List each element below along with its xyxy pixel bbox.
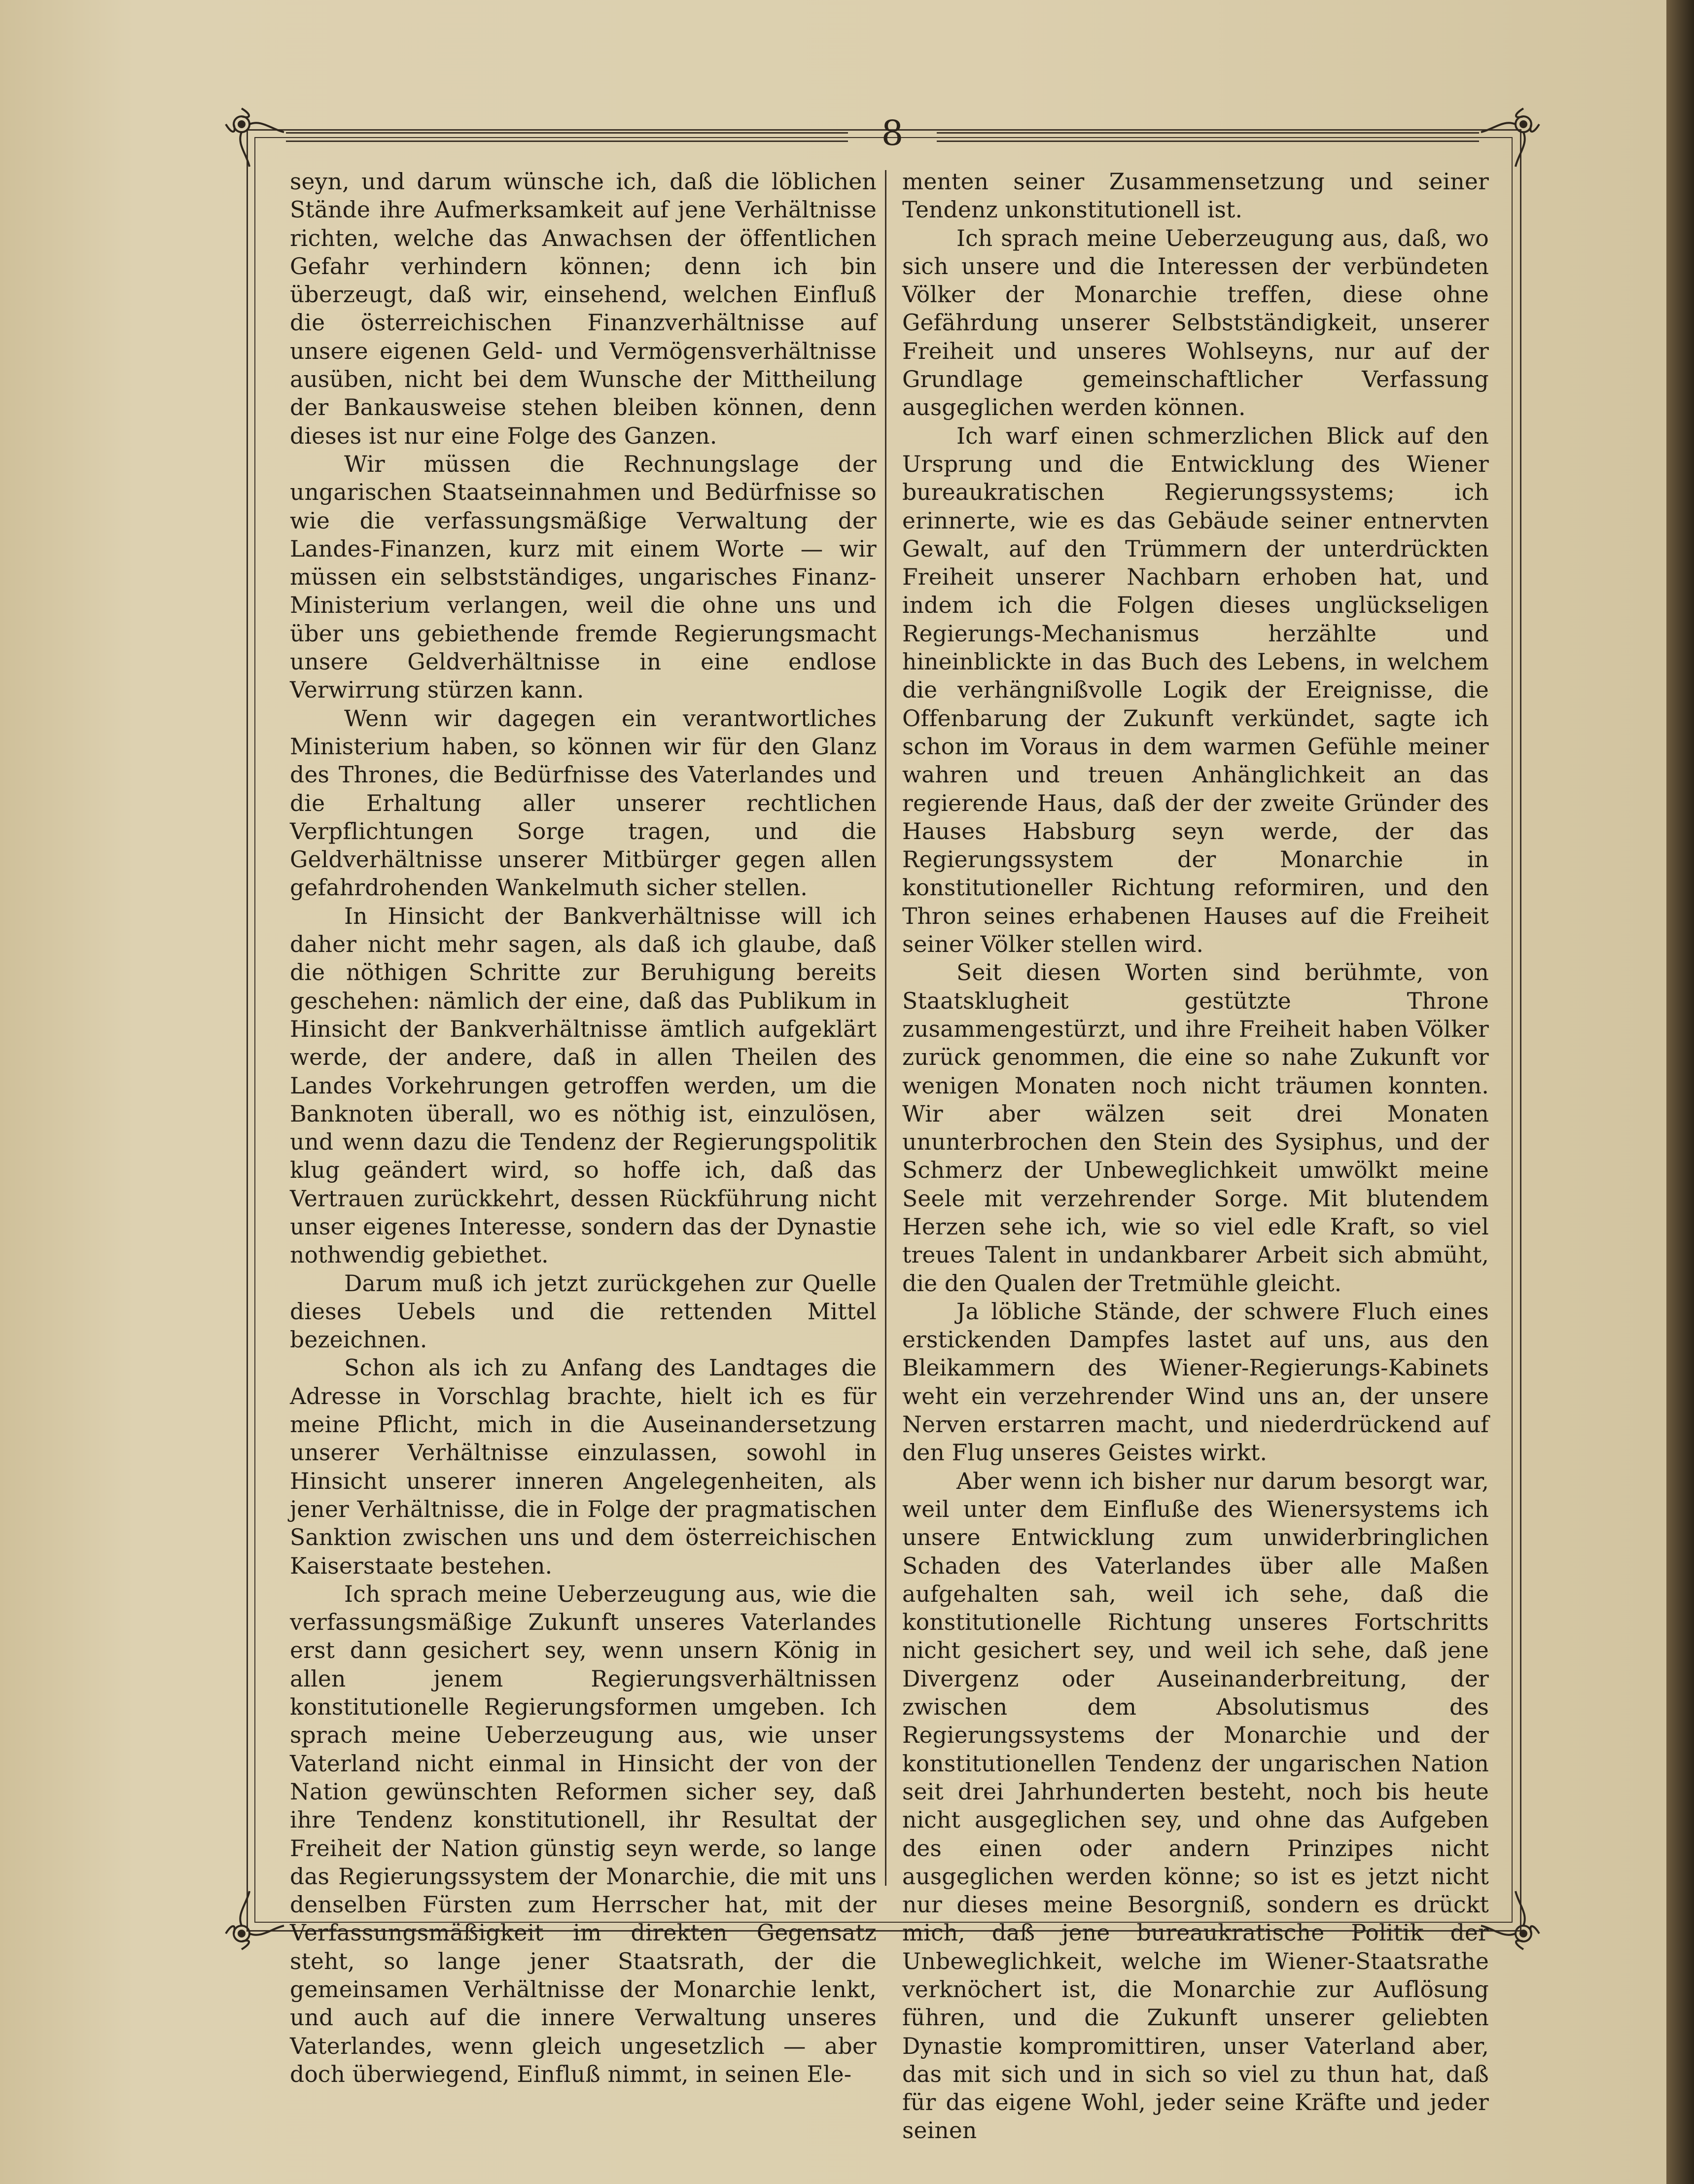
- paragraph: Seit diesen Worten sind berühmte, von Staatsklugheit gestützte Throne zusammengestürzt, und ihre Freiheit haben Völker zurück genommen, die eine so nahe Zukunft vor wenigen Monaten noch nicht träumen konnten. Wir aber wälzen seit drei Monaten ununterbrochen den Stein des Sysiphus, und der Schmerz der Unbeweglichkeit umwölkt meine Seele mit verzehrender Sorge. Mit blutendem Herzen sehe ich, wie so viel edle Kraft, so viel treues Talent in undankbarer Arbeit sich abmüht, die den Qualen der Tretmühle gleicht.: [902, 959, 1489, 1297]
- paragraph: Aber wenn ich bisher nur darum besorgt war, weil unter dem Einfluße des Wienersystems ich unsere Entwicklung zum unwiderbringlichen Schaden des Vaterlandes über alle Maßen aufgehalten sah, weil ich sehe, daß die konstitutionelle Richtung unseres Fortschritts nicht gesichert sey, und weil ich sehe, daß jene Divergenz oder Auseinanderbreitung, der zwischen dem Absolutismus des Regierungssystems der Monarchie und der konstitutionellen Tendenz der ungarischen Nation seit drei Jahrhunderten besteht, noch bis heute nicht ausgeglichen sey, und ohne das Aufgeben des einen oder andern Prinzipes nicht ausgeglichen werden könne; so ist es jetzt nicht nur dieses meine Besorgniß, sondern es drückt mich, daß jene bureaukratische Politik der Unbeweglichkeit, welche im Wiener-Staatsrathe verknöchert ist, die Monarchie zur Auflösung führen, und die Zukunft unserer geliebten Dynastie kompromittiren, unser Vaterland aber, das mit sich und in sich so viel zu thun hat, daß für das eigene Wohl, jeder seine Kräfte und jeder seinen: [902, 1468, 1489, 2144]
- page-number: 8: [881, 113, 904, 153]
- paragraph: Ich sprach meine Ueberzeugung aus, daß, wo sich unsere und die Interessen der verbündeten Völker der Monarchie treffen, diese ohne Gefährdung unserer Selbstständigkeit, unserer Freiheit und unseres Wohlseyns, nur auf der Grundlage gemeinschaftlicher Verfassung ausgeglichen werden können.: [902, 225, 1489, 421]
- paragraph: Ich warf einen schmerzlichen Blick auf den Ursprung und die Entwicklung des Wiener bureaukratischen Regierungssystems; ich erinnerte, wie es das Gebäude seiner entnervten Gewalt, auf den Trümmern der unterdrückten Freiheit unserer Nachbarn erhoben hat, und indem ich die Folgen dieses unglückseligen Regierungs-Mechanismus herzählte und hineinblickte in das Buch des Lebens, in welchem die verhängnißvolle Logik der Ereignisse, die Offenbarung der Zukunft verkündet, sagte ich schon im Voraus in dem warmen Gefühle meiner wahren und treuen Anhänglichkeit an das regierende Haus, daß der der zweite Gründer des Hauses Habsburg seyn werde, der das Regierungssystem der Monarchie in konstitutioneller Richtung reformiren, und den Thron seines erhabenen Hauses auf die Freiheit seiner Völker stellen wird.: [902, 423, 1489, 958]
- paragraph: Wenn wir dagegen ein verantwortliches Ministerium haben, so können wir für den Glanz des Thrones, die Bedürfnisse des Vaterlandes und die Erhaltung aller unserer rechtlichen Verpflichtungen Sorge tragen, und die Geldverhältnisse unserer Mitbürger gegen allen gefahrdrohenden Wankelmuth sicher stellen.: [290, 705, 877, 901]
- header-rule-left: [286, 132, 848, 142]
- paragraph: seyn, und darum wünsche ich, daß die löblichen Stände ihre Aufmerksamkeit auf jene Verhältnisse richten, welche das Anwachsen der öffentlichen Gefahr verhindern können; denn ich bin überzeugt, daß wir, einsehend, welchen Einfluß die österreichischen Finanzverhältnisse auf unsere eigenen Geld- und Vermögensverhältnisse ausüben, nicht bei dem Wunsche der Mittheilung der Bankausweise stehen bleiben können, denn dieses ist nur eine Folge des Ganzen.: [290, 169, 877, 449]
- column-divider: [885, 170, 886, 1886]
- corner-ornament-icon: [222, 1889, 286, 1953]
- paragraph: In Hinsicht der Bankverhältnisse will ich daher nicht mehr sagen, als daß ich glaube, daß die nöthigen Schritte zur Beruhigung bereits geschehen: nämlich der eine, daß das Publikum in Hinsicht der Bankverhältnisse ämtlich aufgeklärt werde, der andere, daß in allen Theilen des Landes Vorkehrungen getroffen werden, um die Banknoten überall, wo es nöthig ist, einzulösen, und wenn dazu die Tendenz der Regierungspolitik klug geändert wird, so hoffe ich, daß das Vertrauen zurückkehrt, dessen Rückführung nicht unser eigenes Interesse, sondern das der Dynastie nothwendig gebiethet.: [290, 903, 877, 1268]
- paragraph: Ja löbliche Stände, der schwere Fluch eines erstickenden Dampfes lastet auf uns, aus den Bleikammern des Wiener-Regierungs-Kabinets weht ein verzehrender Wind uns an, der unsere Nerven erstarren macht, und niederdrückend auf den Flug unseres Geistes wirkt.: [902, 1298, 1489, 1466]
- paragraph: menten seiner Zusammensetzung und seiner Tendenz unkonstitutionell ist.: [902, 169, 1489, 223]
- right-column: [902, 168, 1489, 2144]
- paragraph: Wir müssen die Rechnungslage der ungarischen Staatseinnahmen und Bedürfnisse so wie die verfassungsmäßige Verwaltung der Landes-Finanzen, kurz mit einem Worte — wir müssen ein selbstständiges, ungarisches Finanz-Ministerium verlangen, weil die ohne uns und über uns gebiethende fremde Regierungsmacht unsere Geldverhältnisse in eine endlose Verwirrung stürzen kann.: [290, 451, 877, 704]
- paragraph: Schon als ich zu Anfang des Landtages die Adresse in Vorschlag brachte, hielt ich es für meine Pflicht, mich in die Auseinandersetzung unserer Verhältnisse einzulassen, sowohl in Hinsicht unserer inneren Angelegenheiten, als jener Verhältnisse, die in Folge der pragmatischen Sanktion zwischen uns und dem österreichischen Kaiserstaate bestehen.: [290, 1355, 877, 1579]
- page-edge: [1666, 0, 1694, 2184]
- header-rule-right: [937, 132, 1479, 142]
- paragraph: Ich sprach meine Ueberzeugung aus, wie die verfassungsmäßige Zukunft unseres Vaterlandes erst dann gesichert sey, wenn unsern König in allen jenem Regierungsverhältnissen konstitutionelle Regierungsformen umgeben. Ich sprach meine Ueberzeugung aus, wie unser Vaterland nicht einmal in Hinsicht der von der Nation gewünschten Reformen sicher sey, daß ihre Tendenz konstitutionell, ihr Resultat der Freiheit der Nation günstig seyn werde, so lange das Regierungssystem der Monarchie, die mit uns denselben Fürsten zum Herrscher hat, mit der Verfassungsmäßigkeit im direkten Gegensatz steht, so lange jener Staatsrath, der die gemeinsamen Verhältnisse der Monarchie lenkt, und auch auf die innere Verwaltung unseres Vaterlandes, wenn gleich ungesetzlich — aber doch überwiegend, Einfluß nimmt, in seinen Ele-: [290, 1581, 877, 2087]
- paragraph: Darum muß ich jetzt zurückgehen zur Quelle dieses Uebels und die rettenden Mittel bezeichnen.: [290, 1270, 877, 1353]
- corner-ornament-icon: [222, 105, 286, 169]
- left-column: [290, 168, 877, 2087]
- corner-ornament-icon: [1479, 105, 1543, 169]
